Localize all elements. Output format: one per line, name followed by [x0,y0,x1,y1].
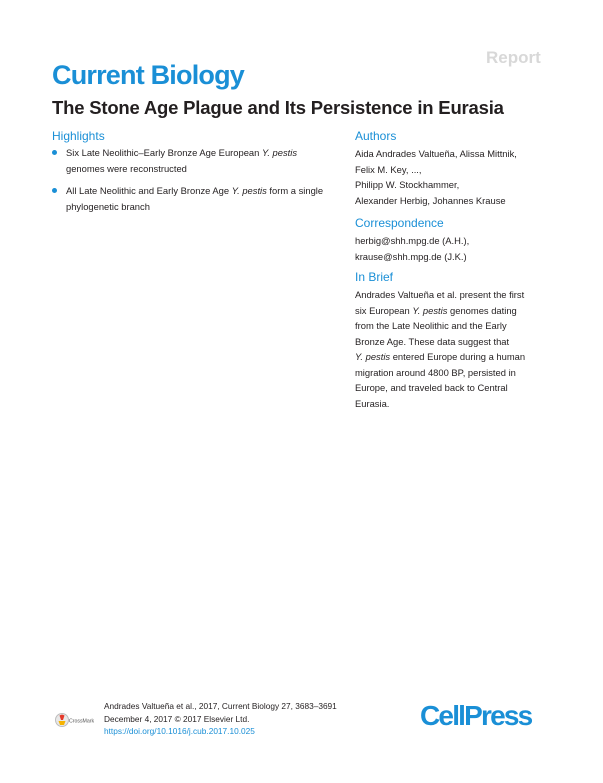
email-link[interactable]: herbig@shh.mpg.de (A.H.), [355,235,470,246]
bullet-icon [52,150,57,155]
footer-citation [104,700,337,738]
author-line: Alexander Herbig, Johannes Krause [355,194,506,206]
article-title: The Stone Age Plague and Its Persistence in Eurasia [52,97,504,118]
highlight-text: form a single [266,185,324,196]
brief-line: Europe, and traveled back to Central [355,382,508,393]
author-line: Aida Andrades Valtueña, Alissa Mittnik, [355,148,517,159]
highlight-text: phylogenetic branch [66,200,150,212]
brief-line [355,349,565,365]
highlight-item [52,145,342,176]
author-line: Philipp W. Stockhammer, [355,179,460,190]
crossmark-icon [54,712,104,732]
author-line: Felix M. Key, ..., [355,163,422,175]
highlights-heading: Highlights [52,129,105,143]
citation-line: Andrades Valtueña et al., 2017, Current Biology 27, 3683–3691 [104,701,337,711]
brief-line: Eurasia. [355,397,390,409]
in-brief-text [355,287,565,411]
cellpress-logo[interactable]: CellPress [420,700,532,731]
brief-line: migration around 4800 BP, persisted in [355,366,516,378]
date-line: December 4, 2017 © 2017 Elsevier Ltd. [104,713,250,724]
correspondence-list [355,233,565,264]
species-name: Y. pestis [261,147,298,158]
highlight-item [52,183,342,214]
bullet-icon [52,188,57,193]
highlight-text: All Late Neolithic and Early Bronze Age [66,185,232,196]
authors-heading: Authors [355,129,397,143]
authors-list [355,146,565,208]
brief-text: entered Europe during a human [390,351,526,362]
species-name: Y. pestis [355,351,391,362]
species-name: Y. pestis [231,185,267,196]
brief-line: Bronze Age. These data suggest that [355,335,510,347]
correspondence-heading: Correspondence [355,216,444,230]
doi-link[interactable]: https://doi.org/10.1016/j.cub.2017.10.025 [104,726,255,736]
brief-text: genomes dating [447,304,517,316]
brief-line: Andrades Valtueña et al. present the first [355,289,525,300]
crossmark-label: CrossMark [69,718,95,725]
brief-line: from the Late Neolithic and the Early [355,320,507,331]
report-label: Report [486,48,541,67]
highlight-text: genomes were reconstructed [66,162,187,174]
species-name: Y. pestis [412,304,448,316]
email-link[interactable]: krause@shh.mpg.de (J.K.) [355,250,467,262]
brief-line [355,303,565,319]
brief-text: six European [355,304,413,316]
crossmark-logo[interactable] [54,712,104,732]
journal-name[interactable]: Current Biology [52,60,245,90]
highlight-text: Six Late Neolithic–Early Bronze Age European [66,147,262,158]
in-brief-heading: In Brief [355,270,394,284]
